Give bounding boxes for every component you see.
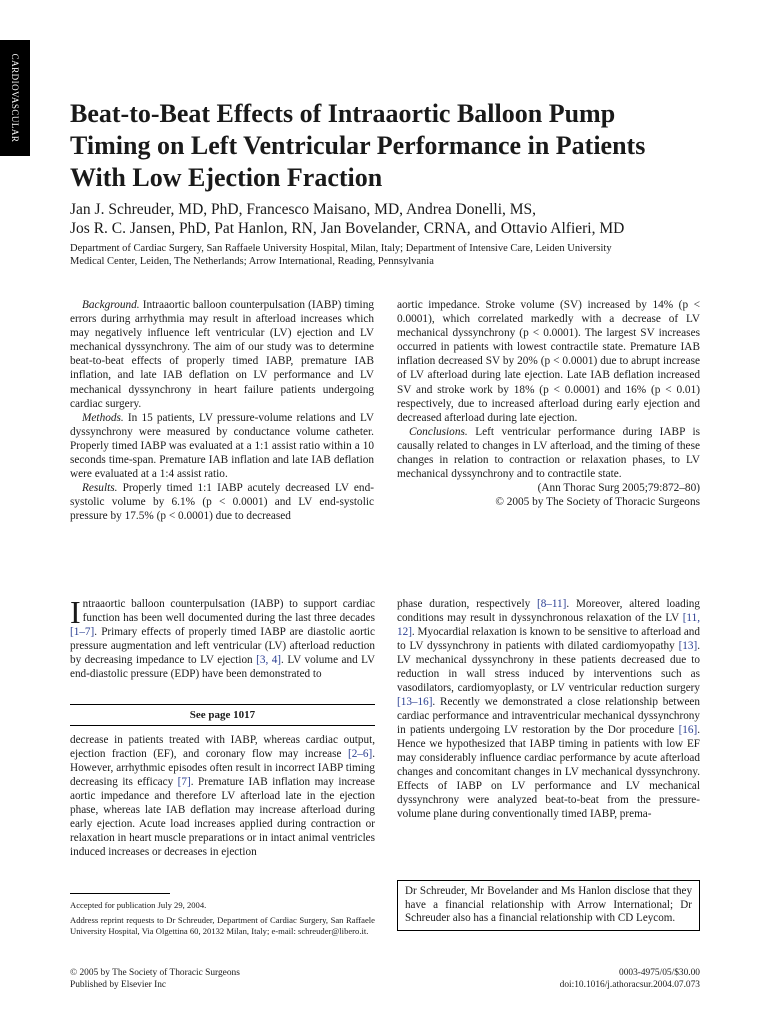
reference-link[interactable]: [13–16]	[397, 696, 433, 708]
methods-label: Methods.	[82, 411, 124, 424]
background-label: Background.	[82, 299, 140, 311]
conclusions-text: Left ventricular performance during IABP is causally related to changes in LV afterload, and the timing of these changes in relation to contraction or relaxation phases, to LV mechanical dyssynchrony and to contractile state.	[397, 425, 700, 481]
methods-text: In 15 patients, LV pressure-volume relations and LV dyssynchrony were measured by conductance volume catheter. Properly timed IABP was evaluated at a 1:1 assist ratio within a 10 seconds time-span. Premature IAB inflation and late IAB deflation were evaluated at a 1:4 assist ratio.	[70, 411, 374, 481]
background-text: Intraaortic balloon counterpulsation (IABP) timing errors during arrhythmia may result in afterload increases which may negatively influence left ventricular (LV) ejection and LV mechanical dyssynchrony. The aim of our study was to determine beat-to-beat effects of properly timed IABP, premature IAB inflation, and late IAB deflation on LV performance and LV mechanical dyssynchrony in heart failure patients undergoing cardiac surgery.	[70, 299, 374, 410]
article-title	[70, 98, 720, 194]
footer-publisher: Published by Elsevier Inc	[70, 980, 167, 990]
abstract-background	[70, 298, 374, 411]
section-tab-label: CARDIOVASCULAR	[10, 53, 20, 143]
title-line: Beat-to-Beat Effects of Intraaortic Balloon Pump	[70, 99, 616, 128]
abstract-methods	[70, 411, 374, 481]
body-text: . LV volume and LV end-diastolic pressure (EDP) have been demonstrated to	[70, 654, 376, 680]
body-column-right	[397, 597, 700, 821]
abstract-column-right	[397, 298, 700, 509]
body-paragraph-1	[70, 594, 376, 681]
footer-left	[70, 967, 240, 991]
body-text: . Recently we demonstrated a close relationship between cardiac performance and intraventricular mechanical dyssynchrony in patients undergoing LV restoration by the Dor procedure	[397, 696, 700, 736]
affiliation-line: Department of Cardiac Surgery, San Raffaele University Hospital, Milan, Italy; Department of Intensive Care, Leiden University	[70, 243, 612, 254]
reference-link[interactable]: [8–11]	[536, 598, 567, 610]
abstract-copyright: © 2005 by The Society of Thoracic Surgeons	[495, 496, 700, 509]
reference-link[interactable]: [2–6]	[347, 748, 373, 760]
reference-link[interactable]: [13]	[678, 640, 698, 652]
author-list	[70, 200, 720, 238]
results-label: Results.	[82, 482, 118, 495]
affiliations	[70, 242, 720, 268]
footer-right	[560, 967, 700, 991]
results-text-start: Properly timed 1:1 IABP acutely decreased LV end-systolic volume by 6.1% (p < 0.0001) and LV end-systolic pressure by 17.5% (p < 0.0001) due to decreased	[70, 482, 374, 523]
affiliation-line: Medical Center, Leiden, The Netherlands; Arrow International, Reading, Pennsylvania	[70, 256, 434, 267]
reference-link[interactable]: [1–7]	[70, 626, 95, 638]
body-text: . Premature IAB inflation may increase aortic impedance and therefore LV afterload late in the ejection phase, whereas late IAB deflation may increase afterload during early ejection. Acute load increases applied during contraction or relaxation in heart muscle preparations or in intact animal ventricles induced increases or decreases in ejection	[70, 776, 375, 858]
journal-citation: (Ann Thorac Surg 2005;79:872–80)	[537, 482, 700, 495]
reference-link[interactable]: [11, 12]	[397, 612, 700, 638]
authors-line: Jan J. Schreuder, MD, PhD, Francesco Maisano, MD, Andrea Donelli, MS,	[70, 201, 537, 218]
body-text: phase duration, respectively	[397, 598, 537, 610]
body-text: . However, arrhythmic episodes often result in incorrect IABP timing decreasing its efficacy	[70, 748, 375, 788]
reference-link[interactable]: [16]	[678, 724, 698, 736]
abstract-results-continued	[397, 298, 700, 425]
footer-copyright: © 2005 by The Society of Thoracic Surgeons	[70, 968, 240, 978]
disclosure-box: Dr Schreuder, Mr Bovelander and Ms Hanlon disclose that they have a financial relationship with Arrow International; Dr Schreuder also has a financial relationship with CD Leycom.	[397, 880, 700, 931]
title-line: Timing on Left Ventricular Performance in Patients	[70, 131, 646, 160]
body-column-left-top	[70, 594, 376, 681]
abstract-conclusions	[397, 425, 700, 481]
reprint-address: Address reprint requests to Dr Schreuder, Department of Cardiac Surgery, San Raffaele University Hospital, Via Olgettina 60, 20132 Milan, Italy; e-mail: schreuder@libero.it.	[70, 915, 375, 936]
drop-cap: I	[70, 594, 81, 630]
accepted-date: Accepted for publication July 29, 2004.	[70, 900, 207, 910]
body-text: . LV mechanical dyssynchrony in these patients decreased due to reduction in wall stress induced by interventions such as vasodilators, cardiomyoplasty, or LV ventricular reduction surgery	[397, 640, 700, 694]
authors-line: Jos R. C. Jansen, PhD, Pat Hanlon, RN, Jan Bovelander, CRNA, and Ottavio Alfieri, MD	[70, 220, 625, 237]
footer-doi: doi:10.1016/j.athoracsur.2004.07.073	[559, 980, 700, 990]
title-line: With Low Ejection Fraction	[70, 163, 383, 192]
section-tab	[0, 40, 30, 156]
body-text: ntraaortic balloon counterpulsation (IABP) to support cardiac function has been well documented during the last three decades	[82, 598, 375, 624]
body-paragraph-3	[397, 597, 700, 821]
results-text-end: aortic impedance. Stroke volume (SV) increased by 14% (p < 0.0001), which correlated markedly with a decrease of LV mechanical dyssynchrony (p < 0.0001). The largest SV increases occurred in patients with lowest contractile state. Premature IAB inflation decreased SV by 20% (p < 0.0001) due to abrupt increase of LV afterload during late ejection. Late IAB deflation increased SV and stroke work by 18% (p < 0.0001) and 16% (p < 0.01) respectively, due to increased afterload during early ejection and decreased afterload during late ejection.	[397, 299, 700, 424]
footnote	[70, 893, 375, 941]
see-page-note: See page 1017	[70, 704, 375, 726]
body-text: . Primary effects of properly timed IABP are diastolic aortic pressure augmentation and left ventricular (LV) afterload reduction by decreasing impedance to LV ejection	[70, 626, 375, 666]
footer-issn: 0003-4975/05/$30.00	[619, 968, 700, 978]
reference-link[interactable]: [7]	[177, 776, 191, 788]
body-text: decrease in patients treated with IABP, whereas cardiac output, ejection fraction (EF), and coronary flow may increase	[70, 734, 375, 760]
body-column-left-bottom	[70, 733, 375, 859]
abstract-results	[70, 481, 374, 523]
body-text: . Myocardial relaxation is known to be sensitive to afterload and to LV dyssynchrony in patients with dilated cardiomyopathy	[397, 626, 700, 652]
body-paragraph-2	[70, 733, 375, 859]
footnote-rule	[70, 893, 170, 894]
abstract-column-left	[70, 298, 374, 524]
body-text: . Moreover, altered loading conditions may result in dyssynchronous relaxation of the LV	[397, 598, 700, 624]
reference-link[interactable]: [3, 4]	[256, 654, 282, 666]
body-text: . Hence we hypothesized that IABP timing in patients with low EF may considerably influence cardiac performance by acute afterload changes and concomitant changes in LV mechanical dyssynchrony. Effects of IABP on LV performance and LV mechanical dyssynchrony were analyzed beat-to-beat from the pressure-volume plane during conventionally timed IABP, prema-	[397, 724, 700, 820]
conclusions-label: Conclusions.	[409, 425, 468, 438]
